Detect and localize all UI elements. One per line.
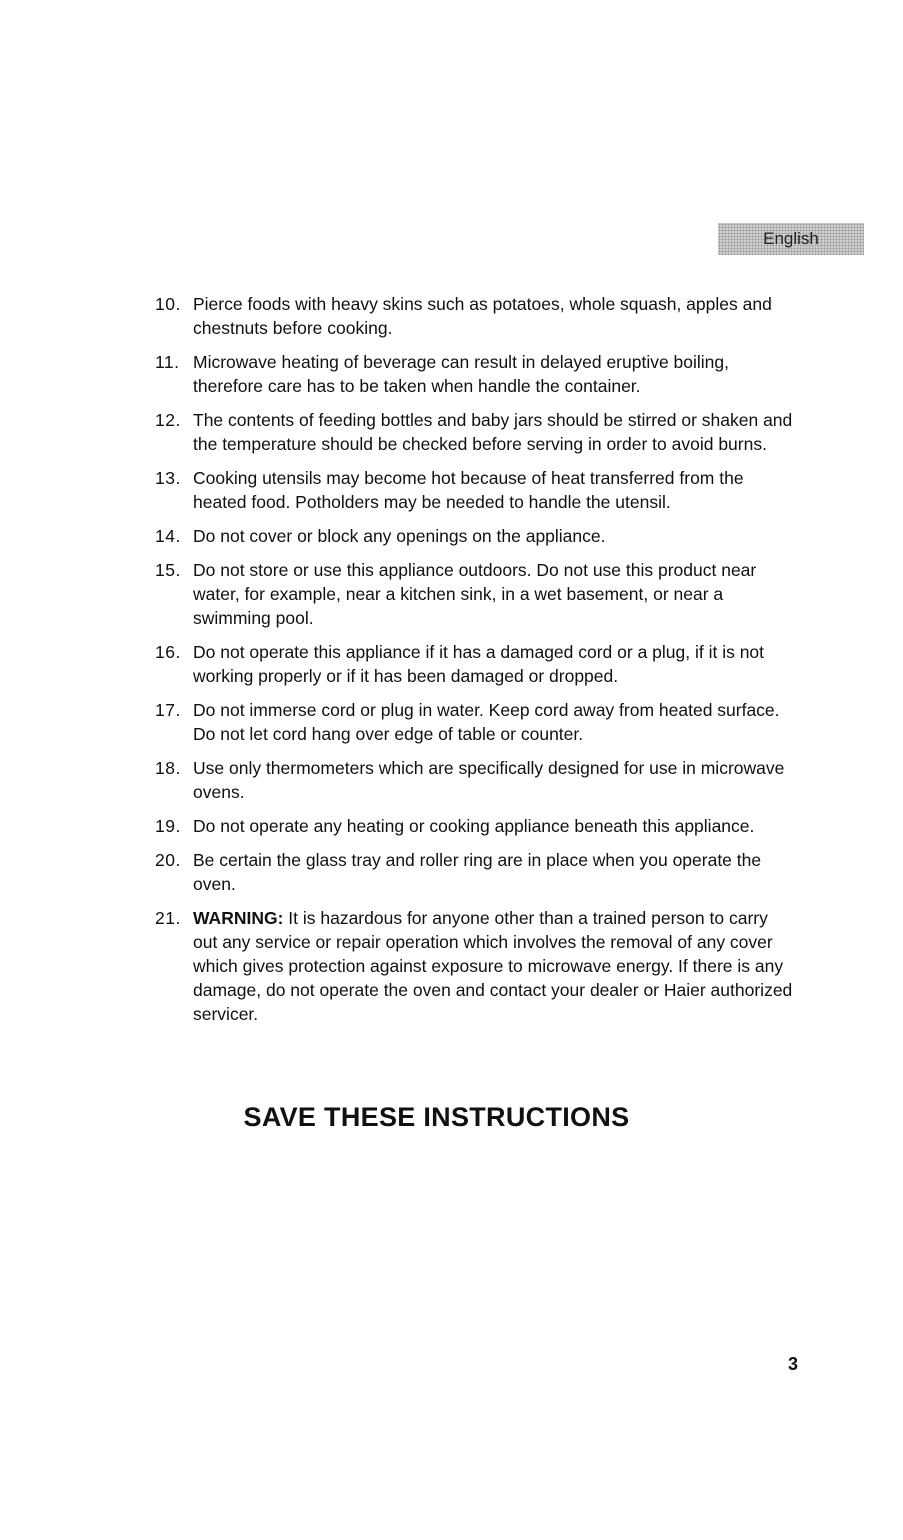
item-number: 21. (155, 908, 181, 928)
instruction-list (155, 292, 795, 1036)
list-item (155, 756, 795, 804)
item-text: The contents of feeding bottles and baby jars should be stirred or shaken and the temperature should be checked before serving in order to avoid burns. (193, 410, 793, 454)
item-text: Use only thermometers which are specifically designed for use in microwave ovens. (193, 758, 785, 802)
language-tab (718, 223, 864, 255)
list-item (155, 640, 795, 688)
item-text: Be certain the glass tray and roller ring are in place when you operate the oven. (193, 850, 762, 894)
list-item (155, 698, 795, 746)
item-number: 12. (155, 410, 181, 430)
list-item (155, 848, 795, 896)
item-text: Do not operate any heating or cooking appliance beneath this appliance. (193, 816, 755, 836)
list-item (155, 350, 795, 398)
item-number: 15. (155, 560, 181, 580)
item-number: 13. (155, 468, 181, 488)
warning-text: It is hazardous for anyone other than a trained person to carry out any service or repair operation which involves the removal of any cover which gives protection against exposure to microwave energy. If there is any damage, do not operate the oven and contact your dealer or Haier authorized servicer. (193, 908, 793, 1024)
item-text: Microwave heating of beverage can result in delayed eruptive boiling, therefore care has to be taken when handle the container. (193, 352, 730, 396)
save-instructions-heading (0, 1102, 903, 1133)
list-item (155, 524, 795, 548)
list-item (155, 292, 795, 340)
item-text: Cooking utensils may become hot because of heat transferred from the heated food. Potholders may be needed to handle the utensil. (193, 468, 744, 512)
item-text: Do not cover or block any openings on the appliance. (193, 526, 606, 546)
item-number: 11. (155, 352, 180, 372)
warning-label: WARNING: (193, 908, 284, 928)
list-item-warning (155, 906, 795, 1026)
item-number: 20. (155, 850, 181, 870)
item-text: Do not operate this appliance if it has a damaged cord or a plug, if it is not working properly or if it has been damaged or dropped. (193, 642, 765, 686)
list-item (155, 814, 795, 838)
item-text (193, 906, 795, 1026)
item-number: 19. (155, 816, 181, 836)
list-item (155, 466, 795, 514)
list-item (155, 558, 795, 630)
item-text: Do not store or use this appliance outdoors. Do not use this product near water, for example, near a kitchen sink, in a wet basement, or near a swimming pool. (193, 560, 757, 628)
item-text: Pierce foods with heavy skins such as potatoes, whole squash, apples and chestnuts before cooking. (193, 294, 772, 338)
item-number: 14. (155, 526, 181, 546)
language-tab-label: English (763, 229, 819, 248)
item-number: 18. (155, 758, 181, 778)
page-number: 3 (788, 1354, 799, 1374)
item-number: 10. (155, 294, 181, 314)
save-heading-text: SAVE THESE INSTRUCTIONS (243, 1102, 630, 1132)
item-text: Do not immerse cord or plug in water. Keep cord away from heated surface. Do not let cord hang over edge of table or counter. (193, 700, 780, 744)
list-item (155, 408, 795, 456)
item-number: 17. (155, 700, 181, 720)
item-number: 16. (155, 642, 181, 662)
